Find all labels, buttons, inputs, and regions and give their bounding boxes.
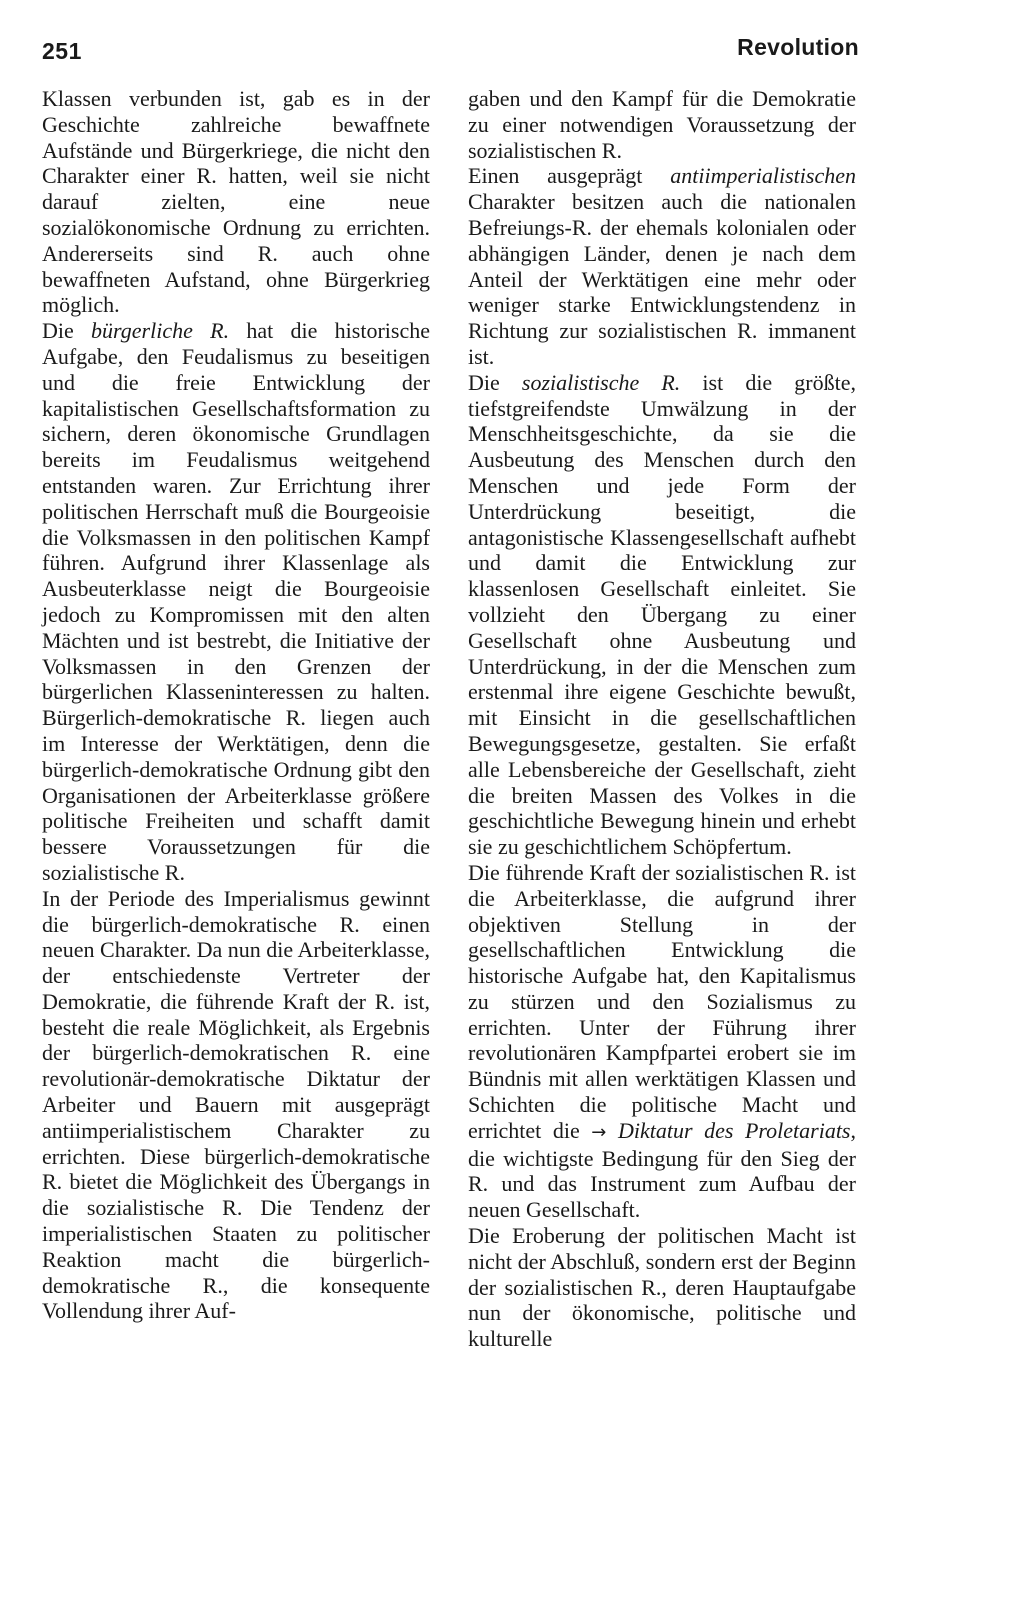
paragraph-lead: Die führende Kraft der sozialistischen R. ist die Arbeiterklasse, die aufgrund ihrer objektiven Stellung in der gesellschaftlichen Entwicklung die historische Aufgabe hat, den Kapitalismus zu stürzen und den Sozialismus zu errichten. Unter der Führung ihrer revolutionären Kampfpartei erobert sie im Bündnis mit allen werktätigen Klassen und Schichten die politische Macht und errichtet die bbox=[468, 859, 856, 1143]
term-italic: bürgerliche R. bbox=[91, 318, 230, 344]
paragraph-lead: Die bbox=[468, 369, 522, 395]
paragraph-text: Klassen verbunden ist, gab es in der Geschichte zahlreiche bewaffnete Aufstände und Bürgerkriege, die nicht den Charakter einer R. hatten, weil sie nicht darauf zielten, eine neue sozialökonomische Ordnung zu errichten. Andererseits sind R. auch ohne bewaffneten Aufstand, ohne Bürgerkrieg möglich. bbox=[42, 86, 430, 318]
paragraph bbox=[42, 318, 430, 886]
paragraph bbox=[468, 860, 856, 1223]
paragraph bbox=[42, 86, 430, 318]
paragraph-text: , die wichtigste Bedingung für den Sieg der R. und das Instrument zum Aufbau der neuen Gesellschaft. bbox=[468, 1117, 856, 1223]
paragraph bbox=[468, 370, 856, 860]
paragraph-lead: Die bbox=[42, 318, 92, 344]
paragraph-text: hat die historische Aufgabe, den Feudalismus zu beseitigen und die freie Entwicklung der kapitalistischen Gesellschaftsformation zu sichern, deren ökonomische Grundlagen bereits im Feudalismus weitgehend entstanden waren. Zur Errichtung ihrer politischen Herrschaft muß die Bourgeoisie die Volksmassen in den politischen Kampf führen. Aufgrund ihrer Klassenlage als Ausbeuterklasse neigt die Bourgeoisie jedoch zu Kompromissen mit den alten Mächten und ist bestrebt, die Initiative der Volksmassen in den Grenzen der bürgerlichen Klasseninteressen zu halten. Bürgerlich-demokratische R. liegen auch im Interesse der Werktätigen, denn die bürgerlich-demokratische Ordnung gibt den Organisationen der Arbeiterklasse größere politische Freiheiten und schafft damit bessere Voraussetzungen für die sozialistische R. bbox=[42, 318, 430, 885]
cross-reference-link[interactable]: Diktatur des Proletariats bbox=[617, 1117, 851, 1143]
paragraph bbox=[42, 886, 430, 1325]
page-number: 251 bbox=[42, 38, 82, 64]
paragraph-text: Charakter besitzen auch die nationalen Befreiungs-R. der ehemals kolonialen oder abhängigen Länder, denen je nach dem Anteil der Werktätigen eine mehr oder weniger starke Entwicklungstendenz in Richtung zur sozialistischen R. immanent ist. bbox=[468, 189, 856, 369]
paragraph-lead: Einen ausgeprägt bbox=[468, 163, 671, 189]
paragraph-text: Die Eroberung der politischen Macht ist nicht der Abschluß, sondern erst der Beginn der sozialistischen R., deren Hauptaufgabe nun der ökonomische, politische und kulturelle bbox=[468, 1223, 856, 1352]
paragraph-text: gaben und den Kampf für die Demokratie zu einer notwendigen Voraussetzung der sozialistischen R. bbox=[468, 86, 856, 163]
paragraph-text: In der Periode des Imperialismus gewinnt die bürgerlich-demokratische R. einen neuen Charakter. Da nun die Arbeiterklasse, der entschiedenste Vertreter der Demokratie, die führende Kraft der R. ist, besteht die reale Möglichkeit, als Ergebnis der bürgerlich-demokratischen R. eine revolutionär-demokratische Diktatur der Arbeiter und Bauern mit ausgeprägt antiimperialistischem Charakter zu errichten. Diese bürgerlich-demokratische R. bietet die Möglichkeit des Übergangs in die sozialistische R. Die Tendenz der imperialistischen Staaten zu politischer Reaktion macht die bürgerlich-demokratische R., die konsequente Vollendung ihrer Auf- bbox=[42, 885, 430, 1324]
left-column bbox=[42, 86, 430, 1324]
right-column bbox=[468, 86, 856, 1352]
paragraph-text: ist die größte, tiefstgreifendste Umwälzung in der Menschheitsgeschichte, da sie die Ausbeutung des Menschen durch den Menschen und jede Form der Unterdrückung beseitigt, die antagonistische Klassengesellschaft aufhebt und damit die Entwicklung zur klassenlosen Gesellschaft einleitet. Sie vollzieht den Übergang zu einer Gesellschaft ohne Ausbeutung und Unterdrückung, in der die Menschen zum erstenmal ihre eigene Geschichte bewußt, mit Einsicht in die gesellschaftlichen Bewegungsgesetze, gestalten. Sie erfaßt alle Lebensbereiche der Gesellschaft, zieht die breiten Massen des Volkes in die geschichtliche Bewegung hinein und erhebt sie zu geschichtlichem Schöpfertum. bbox=[468, 369, 857, 860]
paragraph bbox=[468, 1223, 856, 1352]
paragraph bbox=[468, 86, 856, 163]
term-italic: antiimperialistischen bbox=[670, 163, 856, 189]
running-head: Revolution bbox=[737, 34, 859, 60]
cross-reference-arrow-icon: → bbox=[591, 1121, 607, 1143]
term-italic: sozialistische R. bbox=[521, 369, 681, 395]
paragraph bbox=[468, 163, 856, 369]
